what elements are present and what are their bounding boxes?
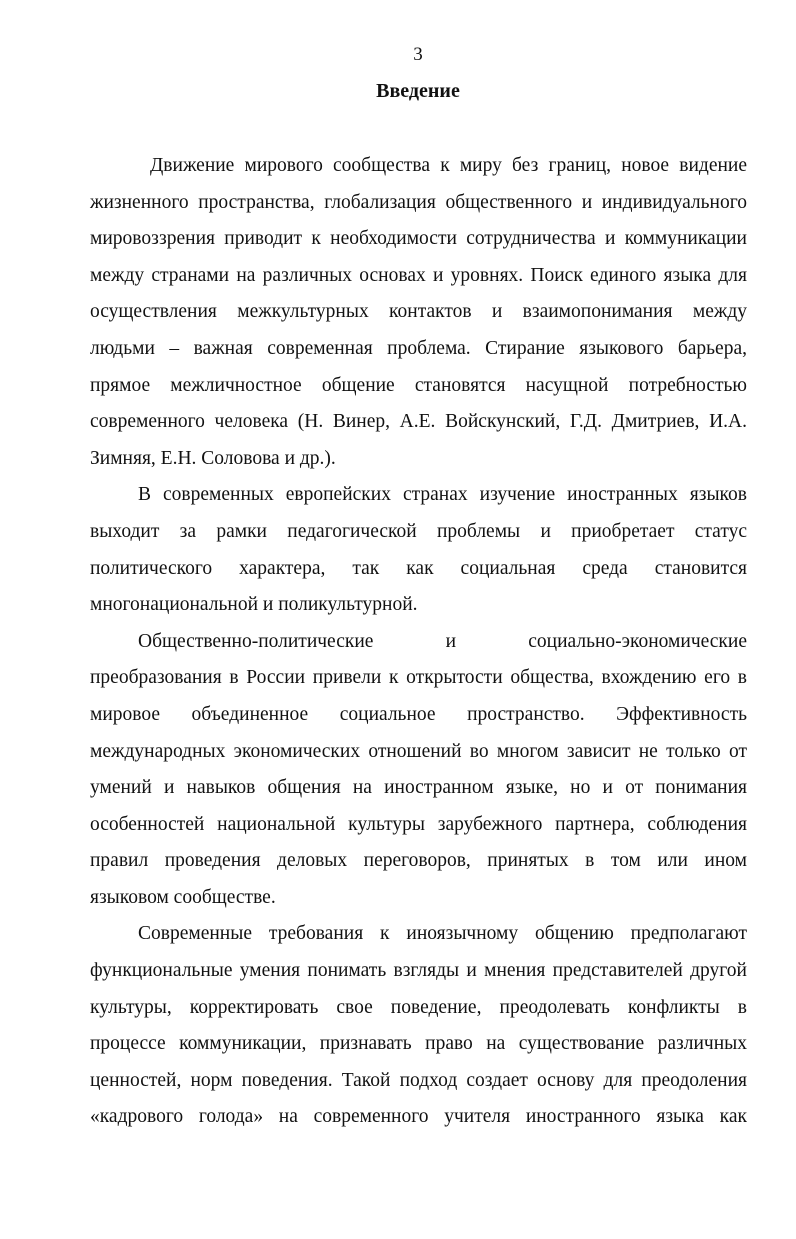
text-line: современного человека (Н. Винер, А.Е. Войскунский, Г.Д. Дмитриев, И.А. <box>90 411 747 433</box>
text-line: «кадрового голода» на современного учителя иностранного языка как <box>90 1106 747 1128</box>
page-number: 3 <box>413 44 423 65</box>
text-line: прямое межличностное общение становятся насущной потребностью <box>90 374 747 396</box>
text-line: жизненного пространства, глобализация общественного и индивидуального <box>90 191 747 213</box>
text-line: мировоззрения приводит к необходимости сотрудничества и коммуникации <box>90 228 747 250</box>
text-line: Современные требования к иноязычному общению предполагают <box>138 923 747 945</box>
text-line: людьми – важная современная проблема. Стирание языкового барьера, <box>90 337 747 359</box>
paragraph-4 <box>90 916 747 1136</box>
text-line: Зимняя, Е.Н. Соловова и др.). <box>90 447 336 469</box>
text-line: преобразования в России привели к открытости общества, вхождению его в <box>90 667 747 689</box>
text-line: выходит за рамки педагогической проблемы и приобретает статус <box>90 520 747 542</box>
page-title: Введение <box>376 80 460 102</box>
text-line: многонациональной и поликультурной. <box>90 594 418 616</box>
text-line: процессе коммуникации, признавать право на существование различных <box>90 1033 747 1055</box>
paragraph-3 <box>90 624 747 917</box>
text-line: особенностей национальной культуры зарубежного партнера, соблюдения <box>90 813 747 835</box>
text-line: умений и навыков общения на иностранном языке, но и от понимания <box>90 777 747 799</box>
text-line: политического характера, так как социальная среда становится <box>90 557 747 579</box>
text-line: международных экономических отношений во многом зависит не только от <box>90 740 747 762</box>
text-line: В современных европейских странах изучение иностранных языков <box>138 484 747 506</box>
text-line: Общественно-политические и социально-экономические <box>138 630 747 652</box>
text-line: языковом сообществе. <box>90 886 276 908</box>
body-text <box>90 148 747 1136</box>
text-line: правил проведения деловых переговоров, принятых в том или ином <box>90 850 747 872</box>
text-line: ценностей, норм поведения. Такой подход создает основу для преодоления <box>90 1069 747 1091</box>
paragraph-1 <box>90 148 747 477</box>
text-line: функциональные умения понимать взгляды и мнения представителей другой <box>90 960 747 982</box>
text-line: осуществления межкультурных контактов и взаимопонимания между <box>90 301 747 323</box>
text-line: мировое объединенное социальное пространство. Эффективность <box>90 703 747 725</box>
paragraph-2 <box>90 477 747 623</box>
text-line: между странами на различных основах и уровнях. Поиск единого языка для <box>90 264 747 286</box>
text-line: Движение мирового сообщества к миру без границ, новое видение <box>150 155 747 176</box>
text-line: культуры, корректировать свое поведение, преодолевать конфликты в <box>90 996 747 1018</box>
